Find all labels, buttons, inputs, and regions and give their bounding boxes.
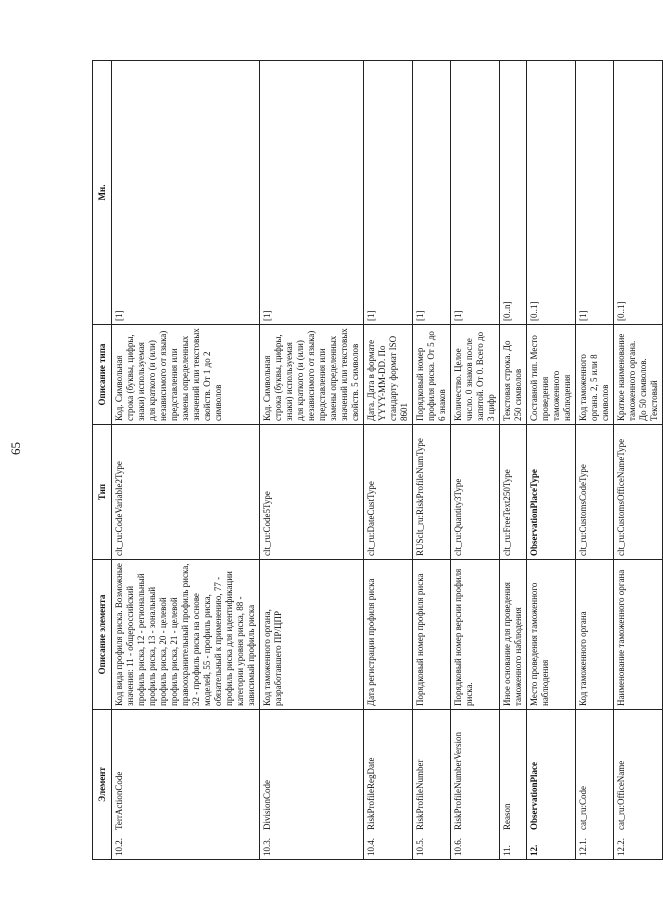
row-number: 10.6. xyxy=(453,838,463,856)
description-cell: Порядковый номер версии профиля риска. xyxy=(451,560,500,710)
description-cell: Порядковый номер профиля риска xyxy=(413,560,451,710)
type-description-cell: Краткое наименование таможенного органа. До 50 символов. Текстовый xyxy=(614,325,663,425)
header-type-description: Описание типа xyxy=(93,325,112,425)
table-row xyxy=(576,61,614,860)
row-number: 10.3. xyxy=(262,838,272,856)
spec-table xyxy=(92,60,663,860)
table-row xyxy=(260,61,364,860)
row-number: 10.2. xyxy=(114,838,124,856)
type-cell: clt_ru:FreeText250Type xyxy=(500,425,527,560)
row-number: 10.4. xyxy=(366,838,376,856)
table-row xyxy=(112,61,260,860)
type-cell: ObservationPlaceType xyxy=(527,425,576,560)
header-description: Описание элемента xyxy=(93,560,112,710)
description-cell: Код вида профиля риска. Возможные значения: 11 - общероссийский профиль риска, 12 - региональный профиль риска, 13 - зональный профиль риска, 20 - целевой профиль риска, 21 - целевой правоохранительный профиль риска, 32 - профиль риска на основе моделей, 55 - профиль риска, обязательный к применению, 77 - профиль риска для идентификации категории уровня риска, 88 - зависимый профиль риска xyxy=(112,560,260,710)
type-description-cell: Порядковый номер профиля риска. От 5 до 6 знаков xyxy=(413,325,451,425)
type-description-cell: Текстовая строка. До 250 символов xyxy=(500,325,527,425)
element-cell xyxy=(112,710,260,860)
multiplicity-cell: [1] xyxy=(451,61,500,325)
element-name: cat_ru:Code xyxy=(578,786,588,830)
table-row xyxy=(527,61,576,860)
description-cell: Код таможенного органа xyxy=(576,560,614,710)
type-cell: clt_ru:Quantity3Type xyxy=(451,425,500,560)
type-description-cell: Код таможенного органа. 2, 5 или 8 символов xyxy=(576,325,614,425)
multiplicity-cell: [0..1] xyxy=(614,61,663,325)
element-cell xyxy=(364,710,413,860)
page-number: 65 xyxy=(8,442,23,455)
element-cell xyxy=(413,710,451,860)
multiplicity-cell: [0..n] xyxy=(500,61,527,325)
multiplicity-cell: [1] xyxy=(413,61,451,325)
table-row xyxy=(500,61,527,860)
element-name: RiskProfileNumber xyxy=(415,759,425,830)
type-cell: clt_ru:Code5Type xyxy=(260,425,364,560)
multiplicity-cell: [1] xyxy=(260,61,364,325)
element-name: RiskProfileNumberVersion xyxy=(453,732,463,830)
element-cell xyxy=(614,710,663,860)
type-cell: RUSclt_ru:RiskProfileNumType xyxy=(413,425,451,560)
type-description-cell: Количество. Целое число. 0 знаков после запятой. От 0. Всего до 3 цифр xyxy=(451,325,500,425)
description-cell: Наименование таможенного органа xyxy=(614,560,663,710)
description-cell: Дата регистрации профиля риска xyxy=(364,560,413,710)
type-description-cell: Код. Символьная строка (буквы, цифры, знаки) используемая для краткого (и (или) независимого от языка) представления или замены определенных значений или текстовых свойств. От 1 до 2 символов xyxy=(112,325,260,425)
element-name: TerrActionCode xyxy=(114,771,124,830)
element-cell xyxy=(527,710,576,860)
table-row xyxy=(614,61,663,860)
element-name: cat_ru:OfficeName xyxy=(616,760,626,830)
row-number: 12.1. xyxy=(578,838,588,856)
header-row xyxy=(93,61,112,860)
multiplicity-cell: [1] xyxy=(576,61,614,325)
table-row xyxy=(413,61,451,860)
type-description-cell: Код. Символьная строка (буквы, цифры, знаки) используемая для краткого (и (или) независимого от языка) представления или замены определенных значений или текстовых свойств. 5 символов xyxy=(260,325,364,425)
table-row xyxy=(451,61,500,860)
header-type: Тип xyxy=(93,425,112,560)
element-cell xyxy=(451,710,500,860)
table-row xyxy=(364,61,413,860)
element-cell xyxy=(500,710,527,860)
type-cell: clt_ru:CodeVariable2Type xyxy=(112,425,260,560)
type-cell: clt_ru:CustomsCodeType xyxy=(576,425,614,560)
element-name: DivisionCode xyxy=(262,779,272,830)
multiplicity-cell: [0..1] xyxy=(527,61,576,325)
description-cell: Место проведения таможенного наблюдения xyxy=(527,560,576,710)
element-name: RiskProfileRegDate xyxy=(366,757,376,830)
element-cell xyxy=(260,710,364,860)
element-cell xyxy=(576,710,614,860)
description-cell: Иное основание для проведения таможенного наблюдения xyxy=(500,560,527,710)
row-number: 12. xyxy=(529,844,539,856)
type-cell: clt_ru:DateCustType xyxy=(364,425,413,560)
description-cell: Код таможенного органа, разработавшего ПР/ЦПР xyxy=(260,560,364,710)
type-description-cell: Составной тип. Место проведения таможенного наблюдения xyxy=(527,325,576,425)
row-number: 10.5. xyxy=(415,838,425,856)
table-wrap xyxy=(92,60,659,860)
row-number: 12.2. xyxy=(616,838,626,856)
type-cell: clt_ru:CustomsOfficeNameType xyxy=(614,425,663,560)
header-element: Элемент xyxy=(93,710,112,860)
multiplicity-cell: [1] xyxy=(112,61,260,325)
type-description-cell: Дата. Дата в формате YYYY-MM-DD. По стандарту формат ISO 8601 xyxy=(364,325,413,425)
header-multiplicity: Мн. xyxy=(93,61,112,325)
row-number: 11. xyxy=(502,845,512,856)
element-name: ObservationPlace xyxy=(529,762,539,830)
multiplicity-cell: [1] xyxy=(364,61,413,325)
element-name: Reason xyxy=(502,803,512,830)
